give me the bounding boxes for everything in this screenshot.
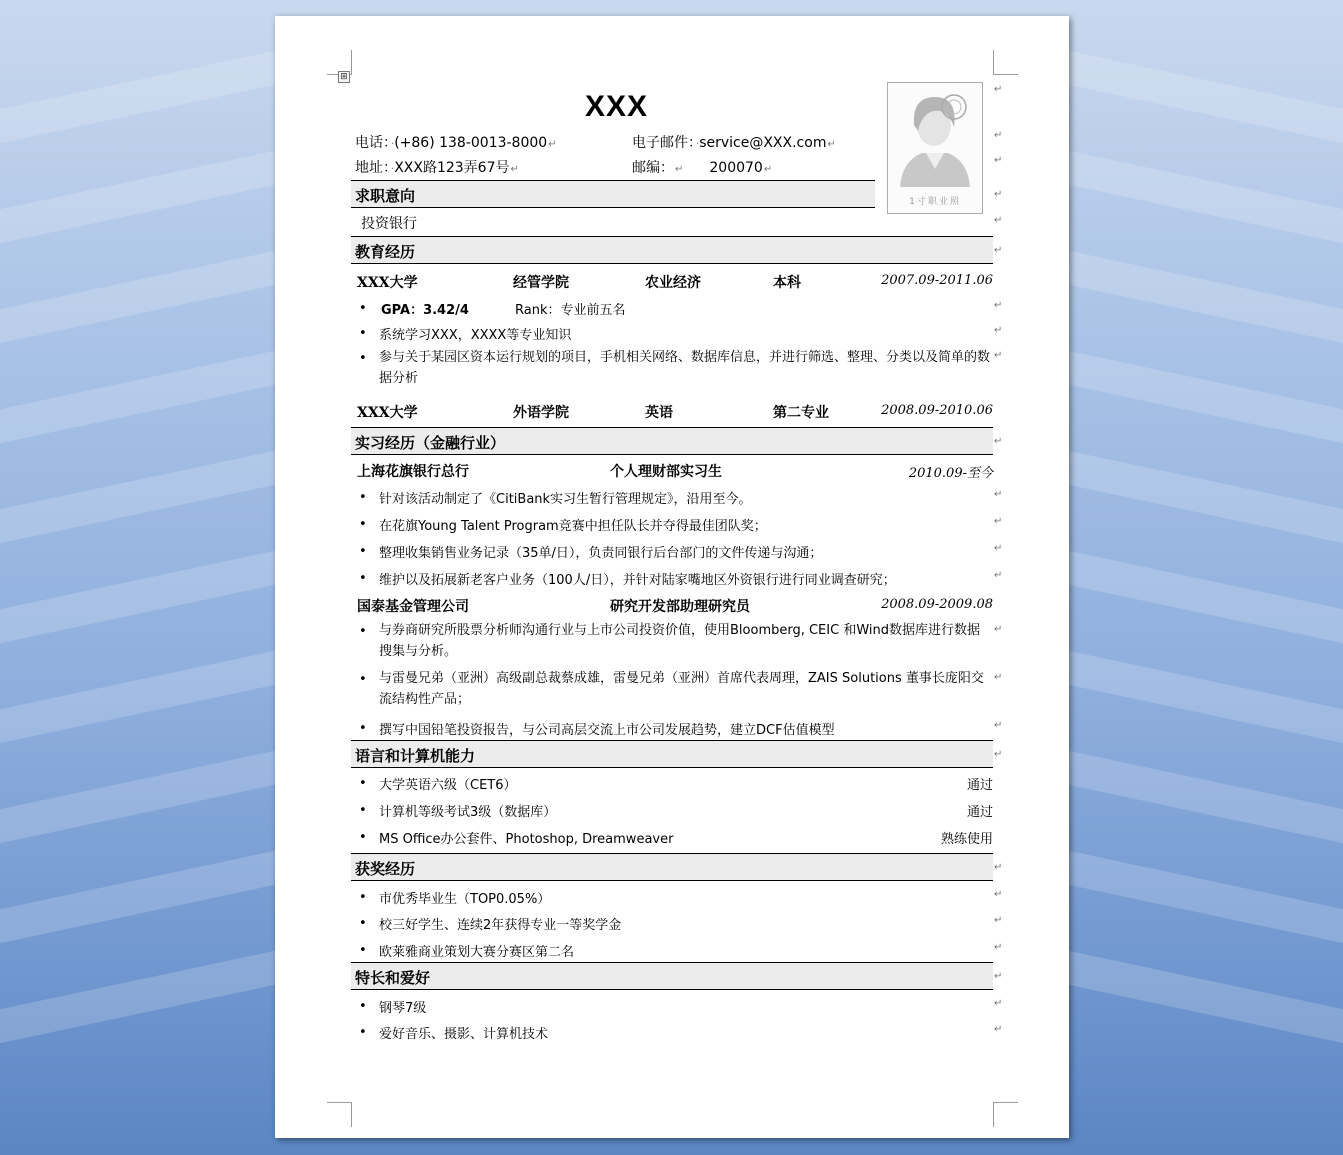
para-mark-icon: ↵ [994, 155, 1003, 166]
objective-content: 投资银行 [361, 216, 417, 232]
bullet-icon: • [359, 517, 367, 532]
skill-level: 通过 [966, 805, 993, 820]
para-mark-icon: ↵ [994, 998, 1003, 1009]
section-title: 语言和计算机能力 [355, 747, 476, 765]
intern-company: 上海花旗银行总行 [357, 464, 469, 480]
para-mark-icon: ↵ [994, 543, 1003, 554]
bullet-icon: • [359, 721, 367, 736]
para-mark-icon: ↵ [675, 164, 684, 175]
edu-date: 2007.09-2011.06 [881, 273, 993, 288]
section-title: 特长和爱好 [355, 969, 431, 987]
zip-label: 邮编： [632, 160, 674, 176]
para-mark-icon: ↵ [548, 139, 557, 150]
bullet-icon: • [359, 326, 367, 341]
bullet-icon: • [359, 1025, 367, 1040]
bullet-icon: • [359, 776, 367, 791]
edu-school: XXX大学 [357, 405, 418, 421]
award-item: 校三好学生、连续2年获得专业一等奖学金 [379, 918, 622, 933]
para-mark-icon: ↵ [994, 862, 1003, 873]
document-page[interactable] [275, 16, 1069, 1138]
para-mark-icon: ↵ [994, 942, 1003, 953]
para-mark-icon: ↵ [994, 672, 1003, 683]
edu-major: 英语 [645, 405, 673, 421]
intern-company: 国泰基金管理公司 [357, 599, 469, 615]
section-hobbies-header [351, 962, 993, 990]
profile-photo [887, 82, 983, 214]
phone-label: 电话： [355, 135, 390, 151]
para-mark-icon: ↵ [994, 489, 1003, 500]
intern-bullet: 维护以及拓展新老客户业务（100人/日），并针对陆家嘴地区外资银行进行同业调查研究； [379, 573, 896, 588]
section-title: 教育经历 [355, 243, 416, 261]
section-title: 实习经历（金融行业） [355, 434, 506, 452]
intern-bullet: 与券商研究所股票分析师沟通行业与上市公司投资价值，使用Bloomberg, CEIC 和Wind数据库进行数据搜集与分析。 [379, 623, 980, 659]
section-title: 求职意向 [355, 187, 416, 205]
skill-level: 通过 [966, 778, 993, 793]
gpa-label: GPA： [381, 303, 424, 318]
bullet-icon: • [359, 301, 367, 316]
para-mark-icon: ↵ [994, 624, 1003, 635]
para-mark-icon: ↵ [510, 164, 519, 175]
intern-bullet: 与雷曼兄弟（亚洲）高级副总裁蔡成雄，雷曼兄弟（亚洲）首席代表周理，ZAIS Solutions 董事长庞阳交流结构性产品； [379, 671, 984, 707]
skill-item: 计算机等级考试3级（数据库） [379, 805, 557, 820]
bullet-icon: • [359, 624, 367, 639]
bullet-icon: • [359, 916, 367, 931]
hobby-item: 爱好音乐、摄影、计算机技术 [379, 1027, 549, 1042]
para-mark-icon: ↵ [994, 215, 1003, 226]
section-skills-header [351, 740, 993, 768]
para-mark-icon: ↵ [994, 915, 1003, 926]
para-mark-icon: ↵ [994, 971, 1003, 982]
bullet-icon: • [359, 490, 367, 505]
skill-level: 熟练使用 [940, 832, 993, 847]
hobby-item: 钢琴7级 [379, 1001, 427, 1016]
bullet-icon: • [359, 672, 367, 687]
para-mark-icon: ↵ [994, 516, 1003, 527]
table-move-handle-icon[interactable]: ⊞ [338, 71, 350, 83]
para-mark-icon: ↵ [994, 570, 1003, 581]
bullet-icon: • [359, 999, 367, 1014]
edu-college: 外语学院 [513, 405, 569, 421]
crop-mark-bottom-right [993, 1102, 1018, 1127]
para-mark-icon: ↵ [763, 164, 773, 175]
phone-line: 电话：·(+86) 138-0013-8000↵ [355, 135, 557, 151]
section-awards-header [351, 853, 993, 881]
edu-degree: 第二专业 [773, 405, 829, 421]
edu-date: 2008.09-2010.06 [881, 403, 993, 418]
crop-mark-top-right [993, 50, 1018, 75]
section-internship-header [351, 427, 993, 455]
bullet-icon: • [359, 943, 367, 958]
para-mark-icon: ↵ [994, 130, 1003, 141]
bullet-icon: • [359, 544, 367, 559]
address-line: 地址：·XXX路123弄67号↵ [355, 160, 519, 176]
bullet-icon: • [359, 890, 367, 905]
email-label: 电子邮件： [632, 135, 695, 151]
skill-item: MS Office办公套件、Photoshop, Dreamweaver [379, 832, 674, 847]
intern-date: 2010.09-至今 [908, 466, 993, 481]
email-line: 电子邮件：·service@XXX.com↵ [632, 135, 836, 151]
rank-line: Rank：专业前五名 [515, 303, 626, 318]
skill-item: 大学英语六级（CET6） [379, 778, 517, 793]
para-mark-icon: ↵ [994, 300, 1003, 311]
award-item: 市优秀毕业生（TOP0.05%） [379, 892, 551, 907]
edu-bullet: 系统学习XXX，XXXX等专业知识 [379, 328, 572, 343]
section-objective-header [351, 180, 875, 208]
intern-bullet: 在花旗Young Talent Program竞赛中担任队长并夺得最佳团队奖； [379, 519, 767, 534]
bullet-icon: • [359, 830, 367, 845]
edu-major: 农业经济 [645, 275, 701, 291]
zip-value: 200070 [709, 160, 763, 176]
bullet-icon: • [359, 351, 367, 366]
email-value: service@XXX.com [699, 135, 827, 151]
zip-line [632, 157, 772, 177]
intern-bullet: 针对该活动制定了《CitiBank实习生暂行管理规定》，沿用至今。 [379, 492, 752, 507]
crop-mark-bottom-left [327, 1102, 352, 1127]
para-mark-icon: ↵ [827, 139, 836, 150]
award-item: 欧莱雅商业策划大赛分赛区第二名 [379, 945, 575, 960]
intern-bullet: 整理收集销售业务记录（35单/日），负责同银行后台部门的文件传递与沟通； [379, 546, 823, 561]
intern-role: 个人理财部实习生 [610, 464, 722, 480]
phone-value: (+86) 138-0013-8000 [394, 135, 548, 151]
resume-name: XXX [585, 90, 649, 123]
para-mark-icon: ↵ [994, 1024, 1003, 1035]
section-title: 获奖经历 [355, 860, 416, 878]
para-mark-icon: ↵ [994, 350, 1003, 361]
address-value: XXX路123弄67号 [394, 160, 510, 176]
bullet-icon: • [359, 803, 367, 818]
photo-caption: 1寸职业照 [909, 197, 961, 207]
gpa-line [381, 299, 469, 318]
bullet-icon: • [359, 571, 367, 586]
intern-bullet: 撰写中国铅笔投资报告，与公司高层交流上市公司发展趋势，建立DCF估值模型 [379, 723, 835, 738]
intern-role: 研究开发部助理研究员 [610, 599, 750, 615]
address-label: 地址： [355, 160, 390, 176]
para-mark-icon: ↵ [994, 720, 1003, 731]
para-mark-icon: ↵ [994, 436, 1003, 447]
gpa-value: 3.42/4 [423, 303, 469, 318]
para-mark-icon: ↵ [994, 749, 1003, 760]
intern-date: 2008.09-2009.08 [881, 597, 993, 612]
para-mark-icon: ↵ [994, 325, 1003, 336]
section-education-header [351, 236, 993, 264]
edu-college: 经管学院 [513, 275, 569, 291]
edu-school: XXX大学 [357, 275, 418, 291]
para-mark-icon: ↵ [994, 189, 1003, 200]
para-mark-icon: ↵ [994, 84, 1003, 95]
para-mark-icon: ↵ [994, 245, 1003, 256]
edu-degree: 本科 [773, 275, 801, 291]
para-mark-icon: ↵ [994, 889, 1003, 900]
edu-bullet: 参与关于某园区资本运行规划的项目，手机相关网络、数据库信息，并进行筛选、整理、分类以及简单的数据分析 [379, 350, 991, 386]
